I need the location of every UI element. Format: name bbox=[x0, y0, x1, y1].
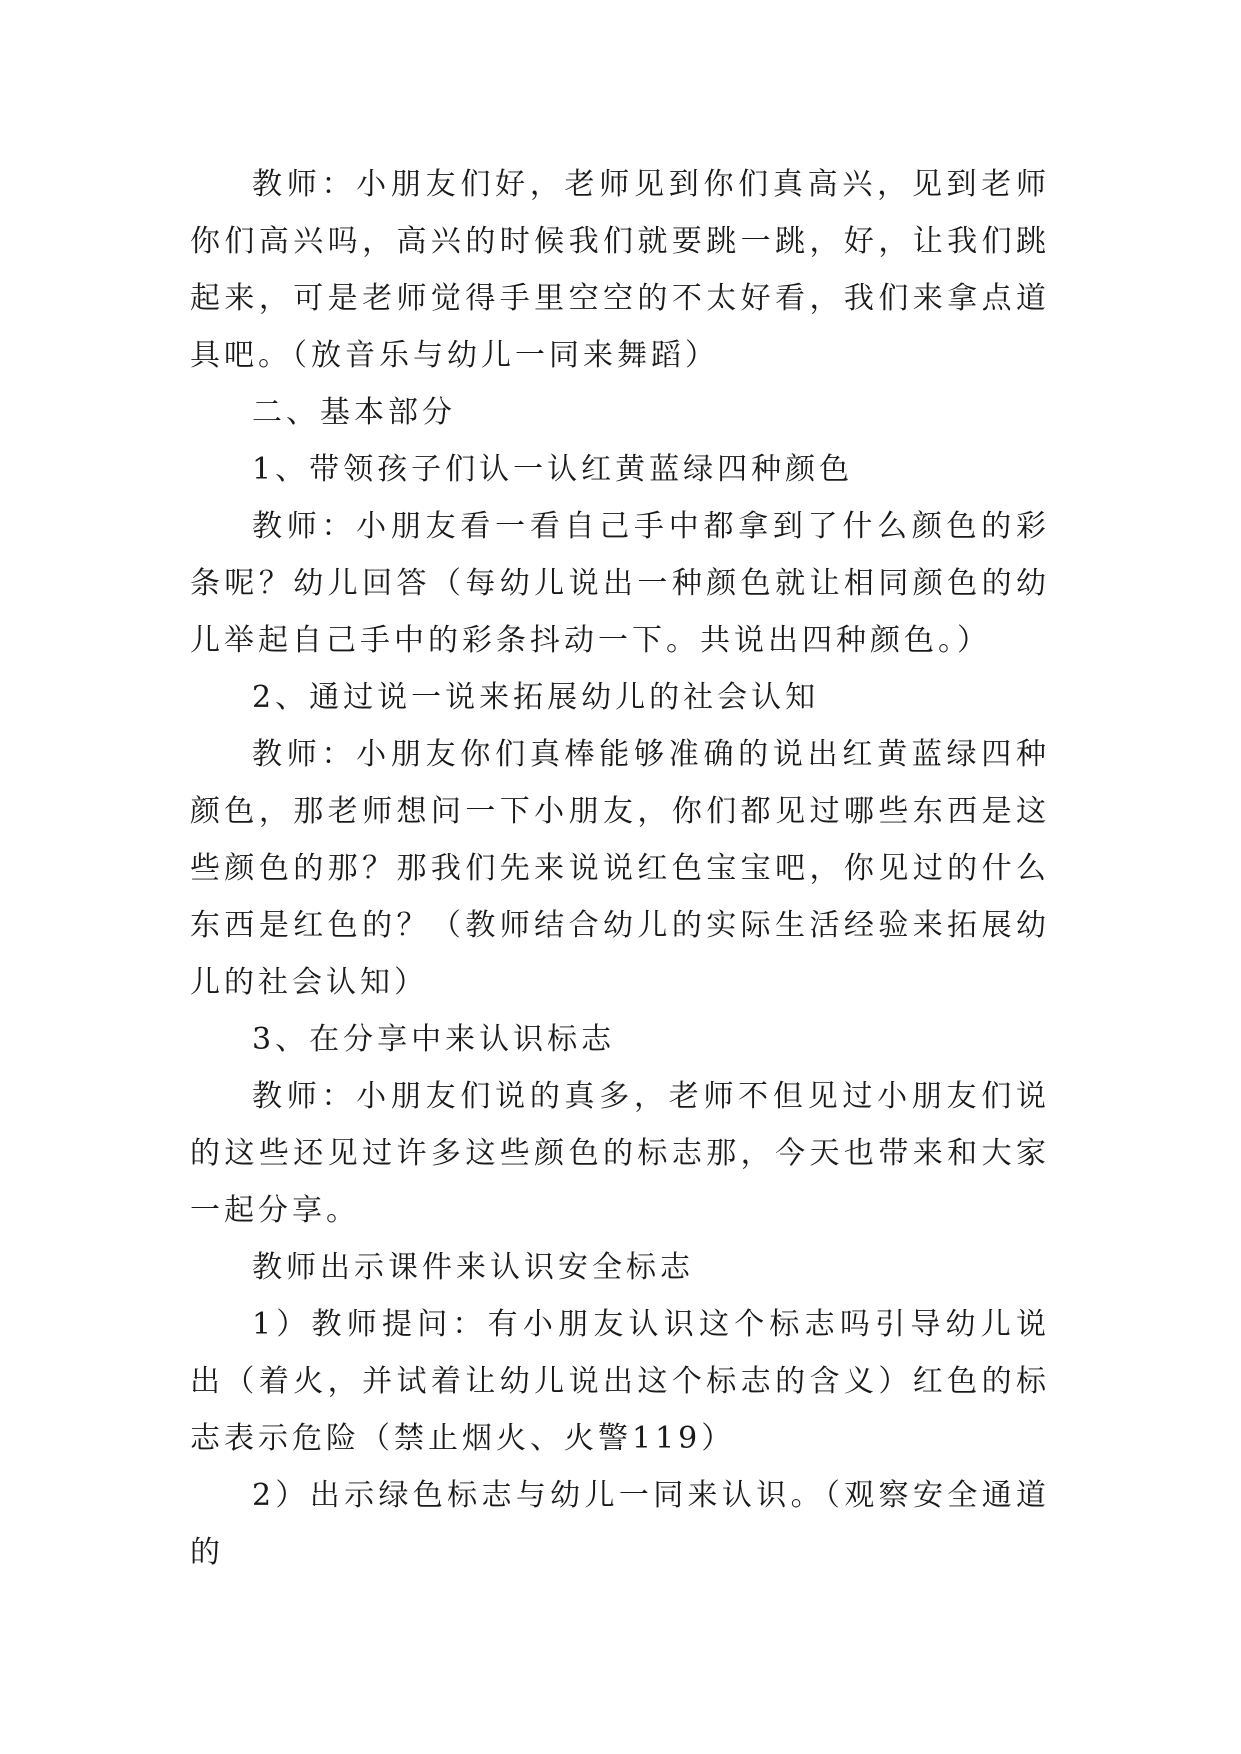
step-2-heading: 2、通过说一说来拓展幼儿的社会认知 bbox=[252, 680, 820, 715]
paragraph-courseware: 教师出示课件来认识安全标志 bbox=[252, 1250, 694, 1285]
paragraph-green-sign: 2）出示绿色标志与幼儿一同来认识。（观察安全通道的 bbox=[190, 1478, 1050, 1570]
section-heading-basic-part: 二、基本部分 bbox=[252, 395, 456, 430]
step-3-heading: 3、在分享中来认识标志 bbox=[252, 1022, 616, 1057]
step-1-heading: 1、带领孩子们认一认红黄蓝绿四种颜色 bbox=[252, 452, 854, 487]
document-body bbox=[190, 156, 1050, 1581]
paragraph-teacher-greeting: 教师：小朋友们好，老师见到你们真高兴，见到老师你们高兴吗，高兴的时候我们就要跳一跳，好，让我们跳起来，可是老师觉得手里空空的不太好看，我们来拿点道具吧。（放音乐与幼儿一同来舞蹈） bbox=[190, 167, 1050, 373]
paragraph-fire-sign: 1）教师提问：有小朋友认识这个标志吗引导幼儿说出（着火，并试着让幼儿说出这个标志的含义）红色的标志表示危险（禁止烟火、火警119） bbox=[190, 1307, 1050, 1456]
paragraph-sharing-signs: 教师：小朋友们说的真多，老师不但见过小朋友们说的这些还见过许多这些颜色的标志那，今天也带来和大家一起分享。 bbox=[190, 1079, 1050, 1228]
paragraph-social-cognition: 教师：小朋友你们真棒能够准确的说出红黄蓝绿四种颜色，那老师想问一下小朋友，你们都见过哪些东西是这些颜色的那？那我们先来说说红色宝宝吧，你见过的什么东西是红色的？（教师结合幼儿的实际生活经验来拓展幼儿的社会认知） bbox=[190, 737, 1050, 1000]
paragraph-colors-question: 教师：小朋友看一看自己手中都拿到了什么颜色的彩条呢？幼儿回答（每幼儿说出一种颜色就让相同颜色的幼儿举起自己手中的彩条抖动一下。共说出四种颜色。） bbox=[190, 509, 1050, 658]
